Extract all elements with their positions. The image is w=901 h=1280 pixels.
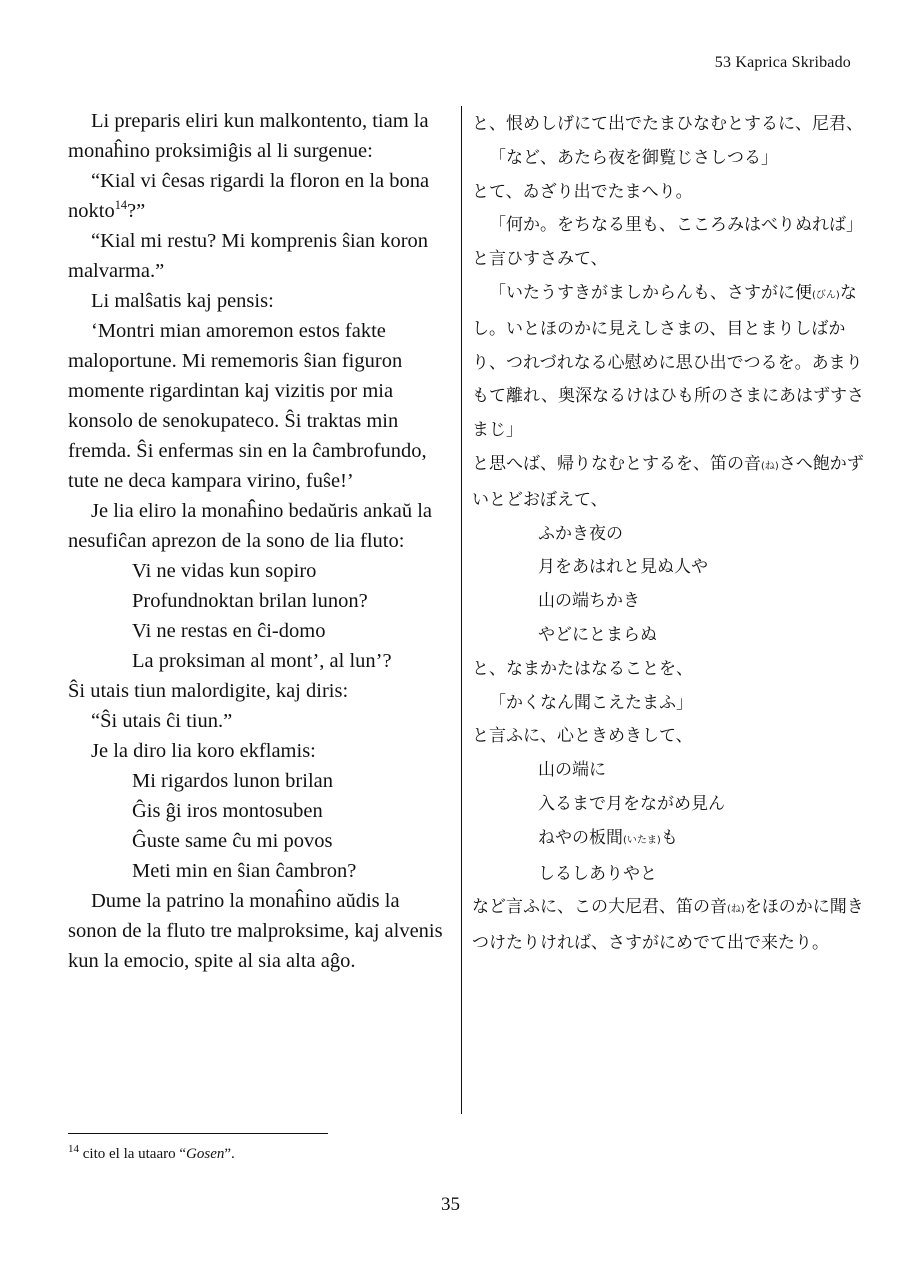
column-divider [461, 106, 462, 1114]
verse-line: Vi ne restas en ĉi-domo [132, 620, 326, 642]
text-run: と思へば、帰りなむとするを、笛の音 [472, 453, 761, 474]
paragraph: 「など、あたら夜を御覧じさしつる」 [489, 147, 778, 168]
footnote-text: cito el la utaaro “ [79, 1146, 187, 1162]
paragraph: Li malŝatis kaj pensis: [91, 290, 274, 312]
paragraph: “Ŝi utais ĉi tiun.” [91, 710, 233, 732]
ruby-reading: (ね) [761, 460, 779, 472]
verse-line: Ĝuste same ĉu mi povos [132, 830, 333, 852]
paragraph: 「何か。をちなる里も、こころみはべりぬれば」 [489, 215, 863, 236]
verse-line: Vi ne vidas kun sopiro [132, 560, 317, 582]
text-run: “Kial vi ĉesas rigardi la floron en la bona nokto [68, 170, 430, 222]
text-run: など言ふに、この大尼君、笛の音 [472, 897, 727, 918]
ruby-reading: (いたま) [623, 834, 661, 846]
verse-line [472, 822, 867, 858]
text-run: も [660, 827, 678, 848]
verse-line: 入るまで月をながめ見ん [538, 793, 725, 814]
verse-line: やどにとまらぬ [538, 624, 657, 645]
paragraph [68, 166, 453, 226]
paragraph: と、なまかたはなることを、 [472, 658, 693, 679]
text-run: ねやの板間 [538, 827, 623, 848]
paragraph: 「かくなん聞こえたまふ」 [489, 692, 693, 713]
verse-line: Profundnoktan brilan lunon? [132, 590, 368, 612]
footnote-separator [68, 1133, 328, 1134]
paragraph: と、恨めしげにて出でたまひなむとするに、尼君、 [472, 114, 863, 134]
paragraph: Je la diro lia koro ekflamis: [91, 740, 316, 762]
verse-line: しるしありやと [538, 863, 657, 884]
running-header: 53 Kaprica Skribado [714, 54, 851, 71]
ruby-reading: (ね) [727, 904, 745, 916]
footnote-text: ”. [224, 1146, 235, 1162]
verse-line: Ĝis ĝi iros montosuben [132, 800, 323, 822]
text-run: さへ飽かずいとどおぼえて、 [472, 453, 864, 510]
footnote [68, 1143, 235, 1163]
paragraph: Li preparis eliri kun malkontento, tiam la monaĥino proksimiĝis al li surgenue: [68, 110, 429, 162]
paragraph [472, 448, 867, 518]
verse-line: 月をあはれと見ぬ人や [538, 557, 708, 578]
text-run: なし。いとほのかに見えしさまの、目とまりしばかり、つれづれなる心慰めに思ひ出でつるを。あまりもて離れ、奥深なるけはひも所のさまにあはずすさまじ」 [472, 282, 865, 441]
paragraph: と言ひすさみて、 [472, 249, 608, 270]
text-run: ?” [127, 200, 146, 222]
footnote-ref[interactable]: 14 [114, 198, 127, 213]
verse-line: La proksiman al mont’, al lun’? [132, 650, 392, 672]
esperanto-column [68, 106, 453, 976]
footnote-number: 14 [68, 1143, 79, 1155]
japanese-column [472, 108, 867, 961]
verse-line: ふかき夜の [538, 523, 623, 544]
text-run: をほのかに聞きつけたりければ、さすがにめでて出で来たり。 [472, 897, 864, 954]
ruby-reading: (びん) [812, 289, 840, 301]
paragraph [472, 277, 867, 448]
page-number: 35 [441, 1194, 460, 1215]
paragraph: と言ふに、心ときめきして、 [472, 726, 693, 747]
paragraph [472, 891, 867, 961]
paragraph: とて、ゐざり出でたまへり。 [472, 181, 693, 202]
paragraph: Je lia eliro la monaĥino bedaŭris ankaŭ la nesufiĉan aprezon de la sono de lia fluto: [68, 500, 432, 552]
verse-line: 山の端ちかき [538, 591, 640, 612]
paragraph: “Kial mi restu? Mi komprenis ŝian koron malvarma.” [68, 230, 429, 282]
paragraph: ‘Montri mian amoremon estos fakte maloportune. Mi rememoris ŝian figuron momente rigardintan kaj vizitis por mia konsolo de senokupateco. Ŝi traktas min fremda. Ŝi enfermas sin en la ĉambrofundo, tute ne deca kampara virino, fuŝe!’ [68, 320, 427, 492]
paragraph: Dume la patrino la monaĥino aŭdis la sonon de la fluto tre malproksime, kaj alvenis kun la emocio, spite al sia alta aĝo. [68, 890, 443, 972]
paragraph: Ŝi utais tiun malordigite, kaj diris: [68, 680, 349, 702]
verse-line: 山の端に [538, 760, 606, 781]
verse-line: Meti min en ŝian ĉambron? [132, 860, 357, 882]
text-run: 「いたうすきがましからんも、さすがに便 [489, 282, 812, 303]
footnote-italic: Gosen [186, 1146, 225, 1162]
verse-line: Mi rigardos lunon brilan [132, 770, 333, 792]
